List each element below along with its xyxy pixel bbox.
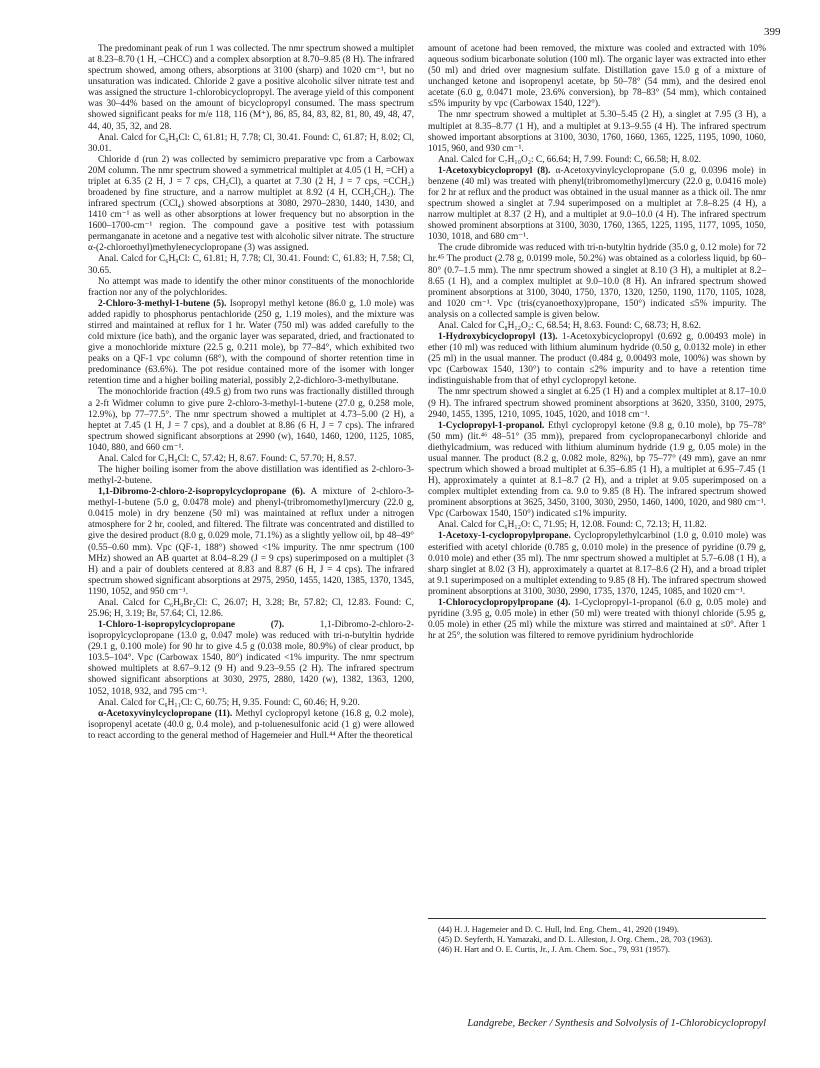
paragraph xyxy=(428,387,766,420)
section-heading: 1-Acetoxy-1-cyclopropylpropane. xyxy=(438,531,571,542)
paragraph xyxy=(428,166,766,244)
section-heading: 1-Chloro-1-isopropylcyclopropane (7). xyxy=(98,620,285,631)
footnotes xyxy=(428,918,766,956)
paragraph-text: amount of acetone had been removed, the mixture was cooled and extracted with 10% aqueous sodium bicarbonate solution (100 ml). The organic layer was extracted into ether (50 ml) and dried over magnesium sulfate. Distillation gave 15.0 g of a mixture of unchanged ketone and isopropenyl acetate, bp 50–78° (54 mm), and the desired enol acetate (6.0 g, 0.0471 mole, 23.6% conversion), bp 78–83° (54 mm), which contained ≤5% impurity by vpc (Carbowax 1540, 122°). xyxy=(428,44,766,110)
paragraph xyxy=(88,454,414,465)
paragraph xyxy=(88,277,414,299)
running-footer: Landgrebe, Becker / Synthesis and Solvolysis of 1-Chlorobicyclopropyl xyxy=(467,1018,766,1029)
paragraph xyxy=(88,698,414,709)
paragraph-text: Anal. Calcd for C₆H₉Br₂Cl: C, 26.07; H, 3.28; Br, 57.82; Cl, 12.83. Found: C, 25.96; H, 3.19; Br, 57.64; Cl, 12.86. xyxy=(88,597,414,619)
paragraph-text: A mixture of 2-chloro-3-methyl-1-butene (5.0 g, 0.0478 mole) and phenyl-(tribromomethyl)mercury (22.0 g, 0.0415 mole) in dry benzene (50 ml) was maintained at reflux under a nitrogen atmosphere for 2 hr, cooled, and filtered. The filtrate was concentrated and distilled to give the desired product (8.0 g, 0.029 mole, 71.1%) as a slightly yellow oil, bp 48–49° (0.55–0.60 mm). Vpc (QF-1, 188°) showed <1% impurity. The nmr spectrum (100 MHz) showed an AB quartet at 8.04–8.29 (J = 9 cps) superimposed on a multiplet (3 H) and a pair of doublets centered at 8.83 and 8.87 (6 H, J = 4 cps). The infrared spectrum showed significant absorptions at 2975, 2950, 1455, 1420, 1385, 1370, 1345, 1190, 1052, and 950 cm⁻¹. xyxy=(88,487,414,597)
paragraph-text: α-Acetoxyvinylcyclopropane (5.0 g, 0.0396 mole) in benzene (40 ml) was treated with phenyl(tribromomethyl)mercury (22.0 g, 0.0416 mole) for 2 hr at reflux and the product was obtained in the usual manner as a thick oil. The nmr spectrum showed a singlet at 7.94 superimposed on a multiplet at 7.8–8.25 (4 H), a narrow multiplet at 8.37 (2 H), and a multiplet at 9.0–10.0 (4 H). The infrared spectrum showed prominent absorptions at 3100, 3030, 1760, 1365, 1225, 1195, 1177, 1095, 1050, 1030, 1018, and 680 cm⁻¹. xyxy=(428,165,766,243)
footnote: (46) H. Hart and O. E. Curtis, Jr., J. Am. Chem. Soc., 79, 931 (1957). xyxy=(438,945,670,955)
paragraph-text: Cyclopropylethylcarbinol (1.0 g, 0.010 mole) was esterified with acetyl chloride (0.785 g, 0.010 mole) in the presence of pyridine (0.79 g, 0.010 mole) and ether (35 ml). The nmr spectrum showed a multiplet at 5.7–6.08 (1 H), a sharp singlet at 8.02 (3 H), approximately a quartet at 8.17–8.6 (2 H), and a broad triplet at 9.1 superimposed on a multiplet extending to 9.85 (8 H). The infrared spectrum showed prominent absorptions at 3100, 3030, 2990, 1735, 1370, 1245, 1085, and 1020 cm⁻¹. xyxy=(428,531,766,597)
paragraph-text: Anal. Calcd for C₆H₉Cl: C, 61.81; H, 7.78; Cl, 30.41. Found: C, 61.87; H, 8.02; Cl, 30.01. xyxy=(88,132,414,154)
paragraph-text: Anal. Calcd for C₇H₁₀O₂: C, 66.64; H, 7.99. Found: C, 66.58; H, 8.02. xyxy=(438,154,701,165)
paragraph-text: Anal. Calcd for C₆H₁₂O: C, 71.95; H, 12.08. Found: C, 72.13; H, 11.82. xyxy=(438,520,707,531)
paragraph-text: The predominant peak of run 1 was collected. The nmr spectrum showed a multiplet at 8.23–8.70 (1 H, –CHCC) and a complex absorption at 8.70–9.85 (8 H). The infrared spectrum showed, among others, absorptions at 3100 (sharp) and 1020 cm⁻¹, but no unsaturation was indicated. Chloride 2 gave a positive alcoholic silver nitrate test and was assigned the structure 1-chlorobicyclopropyl. The average yield of this component was 30–44% based on the amount of bicyclopropyl consumed. The mass spectrum showed significant peaks for m/e 118, 116 (M⁺), 86, 85, 84, 83, 82, 81, 80, 49, 48, 47, 44, 40, 35, 32, and 28. xyxy=(88,44,414,132)
paragraph-text: 1,1-Dibromo-2-chloro-2-isopropylcyclopropane (13.0 g, 0.047 mole) was reduced with tri-n-butyltin hydride (29.1 g, 0.100 mole) for 90 hr to give 4.5 g (0.038 mole, 80.9%) of clear product, bp 103.5–104°. Vpc (Carbowax 1540, 80°) indicated <1% impurity. The nmr spectrum showed multiplets at 8.67–9.12 (9 H) and 9.23–9.55 (2 H). The infrared spectrum showed significant absorptions at 3030, 2975, 2880, 1420 (w), 1382, 1363, 1200, 1052, 1018, 932, and 795 cm⁻¹. xyxy=(88,620,414,697)
section-heading: 1,1-Dibromo-2-chloro-2-isopropylcyclopropane (6). xyxy=(98,487,306,498)
paragraph-text: Methyl cyclopropyl ketone (16.8 g, 0.2 mole), isopropenyl acetate (40.0 g, 0.4 mole), and p-toluenesulfonic acid (1 g) were allowed to react according to the general method of Hagemeier and Hull.⁴⁴ After the theoretical xyxy=(88,708,414,741)
paragraph-text: The nmr spectrum showed a singlet at 6.25 (1 H) and a complex multiplet at 8.17–10.0 (9 H). The infrared spectrum showed prominent absorptions at 3620, 3350, 3100, 2975, 2940, 1455, 1395, 1210, 1095, 1045, 1020, and 1018 cm⁻¹. xyxy=(428,387,766,420)
section-heading: 1-Hydroxybicyclopropyl (13). xyxy=(438,332,558,343)
section-heading: 1-Chlorocyclopropylpropane (4). xyxy=(438,597,571,608)
paragraph-text: Anal. Calcd for C₆H₉Cl: C, 61.81; H, 7.78; Cl, 30.41. Found: C, 61.83; H, 7.58; Cl, 30.65. xyxy=(88,254,414,276)
paragraph-text: Chloride d (run 2) was collected by semimicro preparative vpc from a Carbowax 20M column. The nmr spectrum showed a symmetrical multiplet at 4.05 (1 H, =CH) a triplet at 6.35 (2 H, J = 7 cps, CH₂Cl), a quartet at 7.30 (2 H, J = 7 cps, =CCH₂) broadened by fine structure, and a narrow multiplet at 8.92 (4 H, CCH₂CH₂). The infrared spectrum (CCl₄) showed absorptions at 3080, 2970–2830, 1440, 1430, and 1410 cm⁻¹ as well as other absorptions at lower frequency but no absorption in the 1600–1700-cm⁻¹ region. The compound gave a positive test with potassium permanganate in acetone and a negative test with alcoholic silver nitrate. The structure α-(2-chloroethyl)methylenecyclopropane (3) was assigned. xyxy=(88,154,414,254)
section-heading: 2-Chloro-3-methyl-1-butene (5). xyxy=(98,298,227,309)
paragraph xyxy=(88,133,414,155)
paragraph xyxy=(428,243,766,321)
paragraph-text: Isopropyl methyl ketone (86.0 g, 1.0 mole) was added rapidly to phosphorus pentachloride (250 g, 1.19 moles), and the mixture was stirred and maintained at reflux for 1 hr. Water (750 ml) was added carefully to the cold mixture (ice bath), and the organic layer was separated, dried, and fractionated to give a monochloride mixture (22.5 g, 0.211 mole), bp 77–84°, which exhibited two peaks on a QF-1 vpc column (68°), with the compound of shorter retention time in predominance (63.6%). The pot residue contained more of the isomer with longer retention time and a higher boiling material, possibly 2,2-dichloro-3-methylbutane. xyxy=(88,298,414,387)
footnote: (44) H. J. Hagemeier and D. C. Hull, Ind. Eng. Chem., 41, 2920 (1949). xyxy=(438,925,679,934)
paragraph xyxy=(88,620,414,698)
paragraph xyxy=(428,44,766,110)
paragraph xyxy=(88,387,414,453)
paragraph-text: No attempt was made to identify the other minor constituents of the monochloride fraction nor any of the polychlorides. xyxy=(88,276,414,298)
left-column xyxy=(88,44,414,742)
paragraph xyxy=(428,598,766,642)
section-heading: 1-Cyclopropyl-1-propanol. xyxy=(438,420,545,431)
paragraph xyxy=(88,598,414,620)
paragraph xyxy=(88,155,414,255)
paragraph-text: The nmr spectrum showed a multiplet at 5.30–5.45 (2 H), a singlet at 7.95 (3 H), a multiplet at 8.35–8.77 (1 H), and a multiplet at 9.13–9.55 (4 H). The infrared spectrum showed important absorptions at 3100, 3030, 1760, 1660, 1365, 1225, 1195, 1090, 1060, 1015, 960, and 930 cm⁻¹. xyxy=(428,110,766,154)
right-column xyxy=(428,44,766,642)
paragraph-text: Anal. Calcd for C₆H₁₁Cl: C, 60.75; H, 9.35. Found: C, 60.46; H, 9.20. xyxy=(98,697,360,708)
paragraph xyxy=(428,531,766,597)
paragraph xyxy=(428,155,766,166)
paragraph xyxy=(88,465,414,487)
paragraph xyxy=(428,110,766,154)
footnote-rule xyxy=(428,918,766,919)
paragraph xyxy=(88,487,414,598)
paragraph xyxy=(88,299,414,388)
paragraph-text: Ethyl cyclopropyl ketone (9.8 g, 0.10 mole), bp 75–78° (50 mm) (lit.⁴⁶ 48–51° (35 mm)), prepared from cyclopropanecarbonyl chloride and diethylcadmium, was reduced with lithium aluminum hydride (1.9 g, 0.05 mole) in the usual manner. The product (8.2 g, 0.082 mole, 82%), bp 75–77° (49 mm), gave an nmr spectrum which showed a broad multiplet at 6.35–6.85 (1 H), a multiplet at 6.95–7.45 (1 H), approximately a quintet at 8.1–8.7 (2 H), and a triplet at 9.05 superimposed on a complex multiplet extending from ca. 9.0 to 9.85 (8 H). The infrared spectrum showed prominent absorptions at 3625, 3450, 3100, 3030, 2950, 1460, 1400, 1020, and 980 cm⁻¹. Vpc (Carbowax 1540, 150°) indicated ≤1% impurity. xyxy=(428,420,766,520)
paragraph xyxy=(428,332,766,387)
section-heading: α-Acetoxyvinylcyclopropane (11). xyxy=(98,708,233,719)
paragraph xyxy=(88,44,414,133)
page-number: 399 xyxy=(764,26,781,38)
section-heading: 1-Acetoxybicyclopropyl (8). xyxy=(438,165,551,176)
paragraph xyxy=(88,709,414,742)
paragraph xyxy=(428,520,766,531)
paragraph xyxy=(428,421,766,521)
paragraph-text: The monochloride fraction (49.5 g) from two runs was fractionally distilled through a 2-ft Widmer column to give pure 2-chloro-3-methyl-1-butene (27.0 g, 0.258 mole, 12.9%), bp 77–77.5°. The nmr spectrum showed a multiplet at 4.73–5.00 (2 H), a heptet at 7.45 (1 H, J = 7 cps), and a doublet at 8.86 (6 H, J = 7 cps). The infrared spectrum showed significant absorptions at 2990 (w), 1640, 1460, 1200, 1125, 1085, 1040, 880, and 660 cm⁻¹. xyxy=(88,387,414,453)
paragraph-text: Anal. Calcd for C₅H₉Cl: C, 57.42; H, 8.67. Found: C, 57.70; H, 8.57. xyxy=(98,453,357,464)
paragraph-text: 1-Acetoxybicyclopropyl (0.692 g, 0.00493 mole) in ether (10 ml) was reduced with lithium aluminum hydride (0.50 g, 0.0132 mole) in ether (25 ml) in the usual manner. The product (0.484 g, 0.00493 mole, 100%) was shown by vpc (Carbowax 1540, 130°) to contain ≤2% impurity and to have a retention time indistinguishable from that of ethyl cyclopropyl ketone. xyxy=(428,332,766,387)
paragraph-text: The higher boiling isomer from the above distillation was identified as 2-chloro-3-methyl-2-butene. xyxy=(88,464,414,487)
paragraph-text: The crude dibromide was reduced with tri-n-butyltin hydride (35.0 g, 0.12 mole) for 72 hr.⁴⁵ The product (2.78 g, 0.0199 mole, 50.2%) was obtained as a colorless liquid, bp 60–80° (0.7–1.5 mm). The nmr spectrum showed a singlet at 8.10 (3 H), a multiplet at 8.2–8.65 (1 H), and a complex multiplet at 9.0–10.0 (8 H). An infrared spectrum showed prominent absorptions at 3100, 3040, 1750, 1370, 1320, 1250, 1190, 1170, 1105, 1028, and 1020 cm⁻¹. Vpc (tris(cyanoethoxy)propane, 150°) indicated ≤5% impurity. The analysis on a collected sample is given below. xyxy=(428,243,766,320)
paragraph xyxy=(428,321,766,332)
paragraph-text: Anal. Calcd for C₈H₁₂O₂: C, 68.54; H, 8.63. Found: C, 68.73; H, 8.62. xyxy=(438,320,701,331)
paragraph xyxy=(88,254,414,276)
paragraph-text: 1-Cyclopropyl-1-propanol (6.0 g, 0.05 mole) and pyridine (3.95 g, 0.05 mole) in ether (50 ml) were treated with thionyl chloride (5.95 g, 0.05 mole) in ether (25 ml) while the mixture was stirred and maintained at ≤0°. After 1 hr at 25°, the solution was filtered to remove pyridinium hydrochloride xyxy=(428,597,766,642)
footnote: (45) D. Seyferth, H. Yamazaki, and D. L. Alleston, J. Org. Chem., 28, 703 (1963). xyxy=(438,935,713,945)
